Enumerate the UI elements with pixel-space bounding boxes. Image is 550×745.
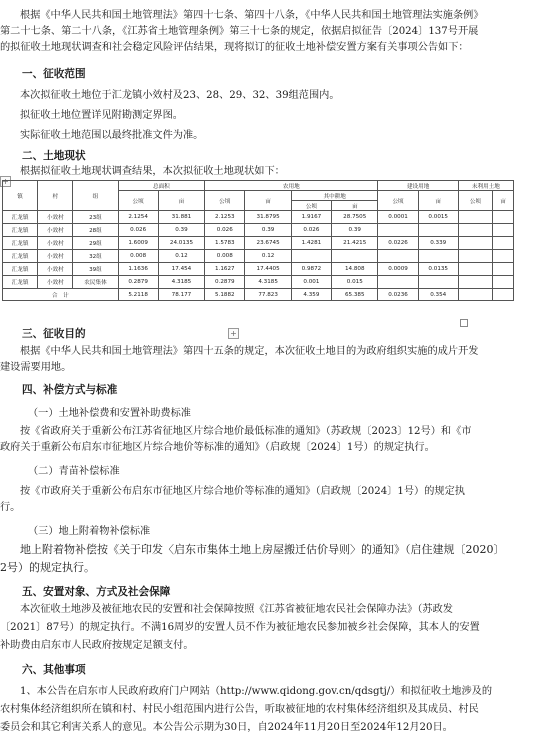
table-row bbox=[3, 237, 514, 250]
table-cell: 0.0226 bbox=[378, 237, 418, 250]
th-gongqing: 公顷 bbox=[205, 191, 245, 211]
table-cell: 0.008 bbox=[205, 250, 245, 263]
section-3-para-2: 建设需要用地。 bbox=[0, 362, 72, 373]
section-2-para-1: 根据拟征收土地现状调查结果，本次拟征收土地现状如下： bbox=[20, 166, 285, 177]
th-among-farmland: 其中耕地 bbox=[291, 191, 378, 201]
table-cell: 23组 bbox=[73, 211, 118, 224]
th-gongqing: 公顷 bbox=[458, 191, 492, 211]
table-cell: 24.0135 bbox=[158, 237, 204, 250]
table-cell bbox=[291, 250, 331, 263]
section-4-para-3a: 地上附着物补偿按《关于印发〈启东市集体土地上房屋搬迁估价导则〉的通知》（启住建规〔2020〕 bbox=[20, 543, 505, 556]
table-cell bbox=[378, 224, 418, 237]
table-cell: 汇龙镇 bbox=[3, 263, 38, 276]
table-cell: 28.7505 bbox=[332, 211, 378, 224]
table-total-row bbox=[3, 289, 514, 301]
table-cell: 0.12 bbox=[245, 250, 291, 263]
table-cell: 0.0009 bbox=[378, 263, 418, 276]
table-cell: 1.1627 bbox=[205, 263, 245, 276]
section-5-title: 五、安置对象、方式及社会保障 bbox=[22, 586, 171, 598]
table-cell: 21.4215 bbox=[332, 237, 378, 250]
table-cell: 汇龙镇 bbox=[3, 224, 38, 237]
section-1-para-2: 拟征收土地位置详见附勘测定界图。 bbox=[20, 110, 183, 121]
table-cell: 1.1636 bbox=[118, 263, 158, 276]
table-cell: 0.2879 bbox=[205, 276, 245, 289]
table-cell: 汇龙镇 bbox=[3, 276, 38, 289]
table-cell: 小效村 bbox=[38, 211, 73, 224]
table-cell: 17.4405 bbox=[245, 263, 291, 276]
table-cell: 0.9872 bbox=[291, 263, 331, 276]
table-add-row-button[interactable]: + bbox=[228, 328, 239, 339]
th-total-area: 总面积 bbox=[118, 181, 205, 191]
table-cell bbox=[458, 263, 492, 276]
table-cell: 0.015 bbox=[332, 276, 378, 289]
table-cell bbox=[458, 211, 492, 224]
section-5-para-2: 〔2021〕87号）的规定执行。不满16周岁的安置人员不作为被征地农民参加被乡社会保障，其本人的安置 bbox=[0, 622, 480, 633]
section-3-para-1: 根据《中华人民共和国土地管理法》第四十五条的规定，本次征收土地目的为政府组织实施的成片开发 bbox=[20, 346, 479, 357]
table-cell: 小效村 bbox=[38, 237, 73, 250]
table-cell: 0.0015 bbox=[418, 211, 458, 224]
table-row bbox=[3, 263, 514, 276]
land-status-table bbox=[2, 180, 514, 301]
table-cell: 4.3185 bbox=[245, 276, 291, 289]
table-cell: 合 计 bbox=[3, 289, 119, 301]
th-agri-land: 农用地 bbox=[205, 181, 378, 191]
table-cell: 0.001 bbox=[291, 276, 331, 289]
th-mu: 亩 bbox=[332, 201, 378, 211]
table-cell: 4.3185 bbox=[158, 276, 204, 289]
table-cell: 0.354 bbox=[418, 289, 458, 301]
table-cell: 0.339 bbox=[418, 237, 458, 250]
table-row bbox=[3, 276, 514, 289]
table-cell: 0.008 bbox=[118, 250, 158, 263]
table-cell bbox=[493, 224, 514, 237]
table-cell bbox=[493, 263, 514, 276]
table-cell: 77.823 bbox=[245, 289, 291, 301]
table-cell: 小效村 bbox=[38, 263, 73, 276]
section-4-para-2a: 按《市政府关于重新公布启东市征地区片综合地价等标准的通知》（启政规〔2024〕1号）的规定执 bbox=[20, 486, 465, 497]
table-cell: 1.5783 bbox=[205, 237, 245, 250]
section-4-para-1b: 政府关于重新公布启东市征地区片综合地价等标准的通知》（启政规〔2024〕1号）的规定执行。 bbox=[0, 442, 435, 453]
section-6-para-3: 委员会和其它利害关系人的意见。本公告公示期为30日，自2024年11月20日至2024年12月20日。 bbox=[0, 722, 453, 733]
table-cell bbox=[458, 237, 492, 250]
th-gongqing: 公顷 bbox=[291, 201, 331, 211]
table-cell: 1.9167 bbox=[291, 211, 331, 224]
table-cell: 5.1882 bbox=[205, 289, 245, 301]
table-cell: 29组 bbox=[73, 237, 118, 250]
section-5-para-3: 补助费由启东市人民政府按规定足额支付。 bbox=[0, 640, 194, 651]
section-2-title: 二、土地现状 bbox=[22, 150, 86, 162]
table-cell bbox=[458, 224, 492, 237]
table-cell: 2.1254 bbox=[118, 211, 158, 224]
table-cell bbox=[378, 250, 418, 263]
th-gongqing: 公顷 bbox=[378, 191, 418, 211]
th-mu: 亩 bbox=[493, 191, 514, 211]
table-cell: 31.8795 bbox=[245, 211, 291, 224]
table-cell: 0.0236 bbox=[378, 289, 418, 301]
table-cell bbox=[418, 250, 458, 263]
table-resize-handle[interactable] bbox=[460, 319, 468, 327]
table-cell bbox=[458, 289, 492, 301]
table-cell: 0.39 bbox=[158, 224, 204, 237]
table-cell bbox=[493, 211, 514, 224]
section-4-para-1a: 按《省政府关于重新公布江苏省征地区片综合地价最低标准的通知》（苏政规〔2023〕12号）和《市 bbox=[20, 426, 472, 437]
intro-line-2: 第二十七条、第二十八条，《江苏省土地管理条例》第三十七条的规定，依据启拟征告〔2024〕137号开展 bbox=[0, 26, 479, 37]
section-4-sub-2: （二）青苗补偿标准 bbox=[28, 466, 120, 477]
table-cell bbox=[378, 276, 418, 289]
table-cell bbox=[418, 276, 458, 289]
table-cell: 0.12 bbox=[158, 250, 204, 263]
table-move-handle[interactable]: + bbox=[0, 176, 11, 187]
section-4-title: 四、补偿方式与标准 bbox=[22, 384, 118, 396]
table-cell bbox=[418, 224, 458, 237]
table-cell: 0.026 bbox=[205, 224, 245, 237]
intro-line-3: 的拟征收土地现状调查和社会稳定风险评估结果，现将拟订的征收土地补偿安置方案有关事项公告如下： bbox=[0, 42, 469, 53]
section-4-para-2b: 行。 bbox=[0, 502, 21, 513]
section-3-title: 三、征收目的 bbox=[22, 328, 86, 340]
th-village: 村 bbox=[38, 181, 73, 211]
table-cell: 0.39 bbox=[245, 224, 291, 237]
table-cell bbox=[493, 289, 514, 301]
table-cell: 0.026 bbox=[291, 224, 331, 237]
table-cell: 汇龙镇 bbox=[3, 237, 38, 250]
table-cell: 39组 bbox=[73, 263, 118, 276]
table-cell: 5.2118 bbox=[118, 289, 158, 301]
table-cell: 4.359 bbox=[291, 289, 331, 301]
table-row bbox=[3, 224, 514, 237]
th-unused-land: 未利用土地 bbox=[458, 181, 513, 191]
table-cell: 65.385 bbox=[332, 289, 378, 301]
table-cell: 31.881 bbox=[158, 211, 204, 224]
table-cell bbox=[493, 237, 514, 250]
section-1-para-1: 本次拟征收土地位于汇龙镇小效村及23、28、29、32、39组范围内。 bbox=[20, 90, 340, 101]
table-cell: 小效村 bbox=[38, 250, 73, 263]
table-cell bbox=[493, 250, 514, 263]
table-cell: 0.026 bbox=[118, 224, 158, 237]
table-cell: 28组 bbox=[73, 224, 118, 237]
table-row bbox=[3, 250, 514, 263]
table-cell bbox=[458, 250, 492, 263]
table-cell: 0.2879 bbox=[118, 276, 158, 289]
section-6-title: 六、其他事项 bbox=[22, 664, 86, 676]
table-cell: 小效村 bbox=[38, 224, 73, 237]
section-6-para-2: 农村集体经济组织所在镇和村、村民小组范围内进行公告，听取被征地的农村集体经济组织及其成员、村民 bbox=[0, 704, 479, 715]
table-cell: 0.39 bbox=[332, 224, 378, 237]
table-cell: 农民集体 bbox=[73, 276, 118, 289]
table-cell: 2.1253 bbox=[205, 211, 245, 224]
table-cell: 14.808 bbox=[332, 263, 378, 276]
table-cell: 32组 bbox=[73, 250, 118, 263]
table-row bbox=[3, 211, 514, 224]
section-5-para-1: 本次征收土地涉及被征地农民的安置和社会保障按照《江苏省被征地农民社会保障办法》（苏政发 bbox=[20, 604, 453, 615]
section-4-para-3b: 2号）的规定执行。 bbox=[0, 561, 95, 574]
section-1-title: 一、征收范围 bbox=[22, 68, 86, 80]
section-1-para-3: 实际征收土地范围以最终批准文件为准。 bbox=[20, 130, 204, 141]
table-cell: 23.6745 bbox=[245, 237, 291, 250]
table-cell bbox=[458, 276, 492, 289]
section-6-para-1: 1、本公告在启东市人民政府政府门户网站（http://www.qidong.gov.cn/qdsgtj/）和拟征收土地涉及的 bbox=[20, 686, 493, 697]
intro-line-1: 根据《中华人民共和国土地管理法》第四十七条、第四十八条，《中华人民共和国土地管理法实施条例》 bbox=[20, 10, 484, 21]
th-mu: 亩 bbox=[245, 191, 291, 211]
th-mu: 亩 bbox=[158, 191, 204, 211]
table-cell: 0.0135 bbox=[418, 263, 458, 276]
th-mu: 亩 bbox=[418, 191, 458, 211]
section-4-sub-1: （一）土地补偿费和安置补助费标准 bbox=[28, 408, 191, 419]
th-build-land: 建设用地 bbox=[378, 181, 458, 191]
table-cell: 1.6009 bbox=[118, 237, 158, 250]
table-cell: 汇龙镇 bbox=[3, 211, 38, 224]
table-cell: 17.454 bbox=[158, 263, 204, 276]
table-cell bbox=[332, 250, 378, 263]
table-cell: 1.4281 bbox=[291, 237, 331, 250]
table-cell: 小效村 bbox=[38, 276, 73, 289]
table-cell: 汇龙镇 bbox=[3, 250, 38, 263]
table-cell: 0.0001 bbox=[378, 211, 418, 224]
th-gongqing: 公顷 bbox=[118, 191, 158, 211]
section-4-sub-3: （三）地上附着物补偿标准 bbox=[28, 526, 151, 537]
table-cell bbox=[493, 276, 514, 289]
th-town: 镇 bbox=[3, 181, 38, 211]
th-group: 组 bbox=[73, 181, 118, 211]
table-cell: 78.177 bbox=[158, 289, 204, 301]
